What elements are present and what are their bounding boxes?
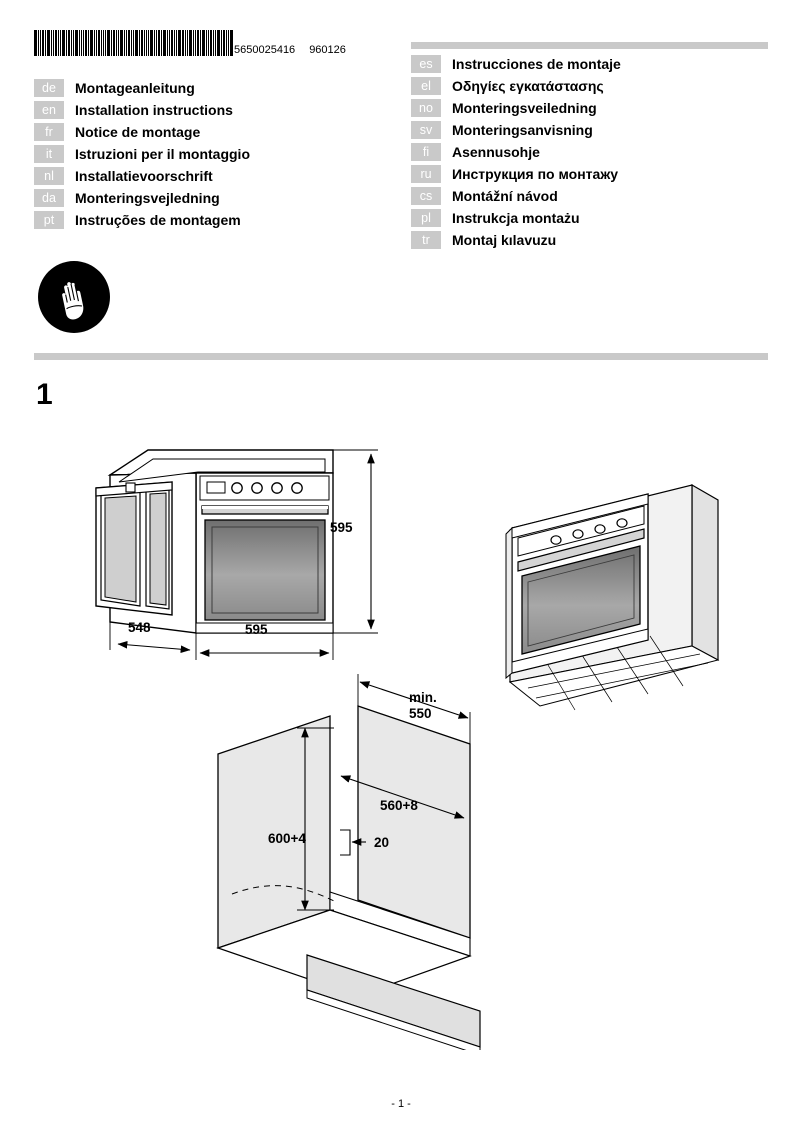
dim-niche-depth-min-label: min.: [409, 690, 437, 705]
barcode-code: 960126: [309, 44, 346, 56]
language-row-pl: [411, 207, 621, 229]
barcode-bar: [210, 30, 212, 56]
barcode-bar: [156, 30, 157, 56]
barcode-bar: [45, 30, 46, 56]
language-row-ru: [411, 163, 621, 185]
language-row-en: [34, 99, 250, 121]
language-title-fr: Notice de montage: [75, 124, 201, 140]
page-number: - 1 -: [391, 1098, 411, 1110]
barcode-bar: [53, 30, 54, 56]
barcode-bar: [126, 30, 127, 56]
barcode-bar: [200, 30, 201, 56]
language-list-left: [34, 77, 250, 231]
language-code-fi: fi: [411, 143, 441, 161]
barcode-bar: [193, 30, 194, 56]
barcode-bar: [163, 30, 166, 56]
barcode-bar: [71, 30, 72, 56]
barcode-bar: [217, 30, 220, 56]
language-code-cs: cs: [411, 187, 441, 205]
language-row-fr: [34, 121, 250, 143]
barcode-bar: [68, 30, 70, 56]
language-row-fi: [411, 141, 621, 163]
barcode-bar: [42, 30, 44, 56]
barcode-bar: [174, 30, 175, 56]
barcode-bar: [148, 30, 149, 56]
language-code-de: de: [34, 79, 64, 97]
barcode-bar: [105, 30, 106, 56]
language-code-en: en: [34, 101, 64, 119]
barcode-bar: [79, 30, 80, 56]
barcode-bar: [150, 30, 153, 56]
barcode-bar: [60, 30, 61, 56]
barcode-bar: [124, 30, 125, 56]
barcode-bar: [154, 30, 155, 56]
barcode-bar: [185, 30, 186, 56]
barcode-bar: [141, 30, 143, 56]
mid-divider: [34, 353, 768, 360]
barcode-number: 5650025416: [234, 44, 296, 56]
barcode-bar: [103, 30, 104, 56]
barcode-bar: [230, 30, 233, 56]
barcode-bar: [223, 30, 225, 56]
barcode-bar: [101, 30, 102, 56]
language-row-es: [411, 53, 621, 75]
barcode-bar: [62, 30, 65, 56]
barcode-bar: [182, 30, 184, 56]
dim-niche-depth-min-value: 550: [409, 706, 432, 721]
language-row-cs: [411, 185, 621, 207]
barcode-bar: [51, 30, 52, 56]
language-code-it: it: [34, 145, 64, 163]
language-title-pt: Instruções de montagem: [75, 212, 241, 228]
barcode-bar: [146, 30, 147, 56]
barcode-bar: [111, 30, 112, 56]
language-code-ru: ru: [411, 165, 441, 183]
language-code-pl: pl: [411, 209, 441, 227]
barcode-bar: [47, 30, 50, 56]
language-code-pt: pt: [34, 211, 64, 229]
barcode-bar: [116, 30, 117, 56]
barcode-bar: [34, 30, 37, 56]
barcode-bar: [187, 30, 188, 56]
barcode-bar: [213, 30, 214, 56]
barcode-bar: [195, 30, 196, 56]
dim-oven-depth: 548: [128, 620, 151, 635]
language-row-da: [34, 187, 250, 209]
language-title-no: Monteringsveiledning: [452, 100, 597, 116]
barcode-bar: [178, 30, 181, 56]
language-code-tr: tr: [411, 231, 441, 249]
language-row-it: [34, 143, 250, 165]
language-title-sv: Monteringsanvisning: [452, 122, 593, 138]
dim-oven-width: 595: [245, 622, 268, 637]
barcode-bar: [88, 30, 89, 56]
barcode-bar: [113, 30, 115, 56]
barcode-bar: [176, 30, 177, 56]
barcode-bar: [202, 30, 205, 56]
language-row-de: [34, 77, 250, 99]
barcode-bar: [38, 30, 39, 56]
cabinet-niche-drawing: [218, 674, 480, 1050]
language-code-el: el: [411, 77, 441, 95]
barcode-bar: [73, 30, 74, 56]
language-row-nl: [34, 165, 250, 187]
oven-installed-drawing: [506, 485, 718, 710]
barcode-bar: [83, 30, 84, 56]
barcode-bar: [167, 30, 168, 56]
language-code-fr: fr: [34, 123, 64, 141]
barcode-bar: [171, 30, 173, 56]
language-code-no: no: [411, 99, 441, 117]
language-code-da: da: [34, 189, 64, 207]
barcode-bar: [189, 30, 192, 56]
barcode-bar: [131, 30, 132, 56]
gloves-icon: [37, 260, 111, 334]
language-code-sv: sv: [411, 121, 441, 139]
barcode-bar: [40, 30, 41, 56]
barcode-bar: [139, 30, 140, 56]
language-title-ru: Инструкция по монтажу: [452, 166, 619, 182]
barcode-bar: [158, 30, 160, 56]
language-title-es: Instrucciones de montaje: [452, 56, 621, 72]
barcode-bar: [90, 30, 93, 56]
barcode-bar: [75, 30, 78, 56]
step-number: 1: [36, 378, 53, 411]
barcode-bars: [34, 30, 234, 56]
language-title-fi: Asennusohje: [452, 144, 540, 160]
barcode-bar: [107, 30, 110, 56]
language-row-pt: [34, 209, 250, 231]
barcode-bar: [98, 30, 100, 56]
barcode-bar: [221, 30, 222, 56]
language-title-de: Montageanleitung: [75, 80, 195, 96]
barcode-bar: [206, 30, 207, 56]
language-title-nl: Installatievoorschrift: [75, 168, 213, 184]
barcode-bar: [55, 30, 57, 56]
barcode-bar: [135, 30, 138, 56]
barcode-bar: [66, 30, 67, 56]
language-code-es: es: [411, 55, 441, 73]
installation-figure: [0, 410, 802, 1050]
language-title-da: Monteringsvejledning: [75, 190, 220, 206]
language-title-it: Istruzioni per il montaggio: [75, 146, 250, 162]
barcode-bar: [96, 30, 97, 56]
barcode-bar: [133, 30, 134, 56]
language-title-el: Οδηγίες εγκατάστασης: [452, 78, 604, 94]
barcode-bar: [169, 30, 170, 56]
language-title-en: Installation instructions: [75, 102, 233, 118]
barcode-bar: [208, 30, 209, 56]
barcode-bar: [161, 30, 162, 56]
barcode-bar: [94, 30, 95, 56]
barcode-bar: [228, 30, 229, 56]
language-title-tr: Montaj kılavuzu: [452, 232, 557, 248]
barcode-bar: [215, 30, 216, 56]
language-row-tr: [411, 229, 621, 251]
top-divider: [411, 42, 768, 49]
barcode-bar: [85, 30, 87, 56]
language-title-cs: Montážní návod: [452, 188, 558, 204]
barcode-bar: [118, 30, 119, 56]
language-code-nl: nl: [34, 167, 64, 185]
dim-niche-width: 560+8: [380, 798, 418, 813]
dim-niche-height: 600+4: [268, 831, 306, 846]
barcode-block: [34, 30, 346, 56]
language-row-sv: [411, 119, 621, 141]
dim-front-offset: 20: [374, 835, 390, 850]
barcode-bar: [81, 30, 82, 56]
language-title-pl: Instrukcja montażu: [452, 210, 580, 226]
barcode-bar: [58, 30, 59, 56]
barcode-bar: [144, 30, 145, 56]
barcode-bar: [197, 30, 199, 56]
language-list-right: [411, 53, 621, 251]
language-row-no: [411, 97, 621, 119]
barcode-bar: [226, 30, 227, 56]
language-row-el: [411, 75, 621, 97]
barcode-bar: [120, 30, 123, 56]
barcode-bar: [128, 30, 130, 56]
dim-oven-height: 595: [330, 520, 353, 535]
